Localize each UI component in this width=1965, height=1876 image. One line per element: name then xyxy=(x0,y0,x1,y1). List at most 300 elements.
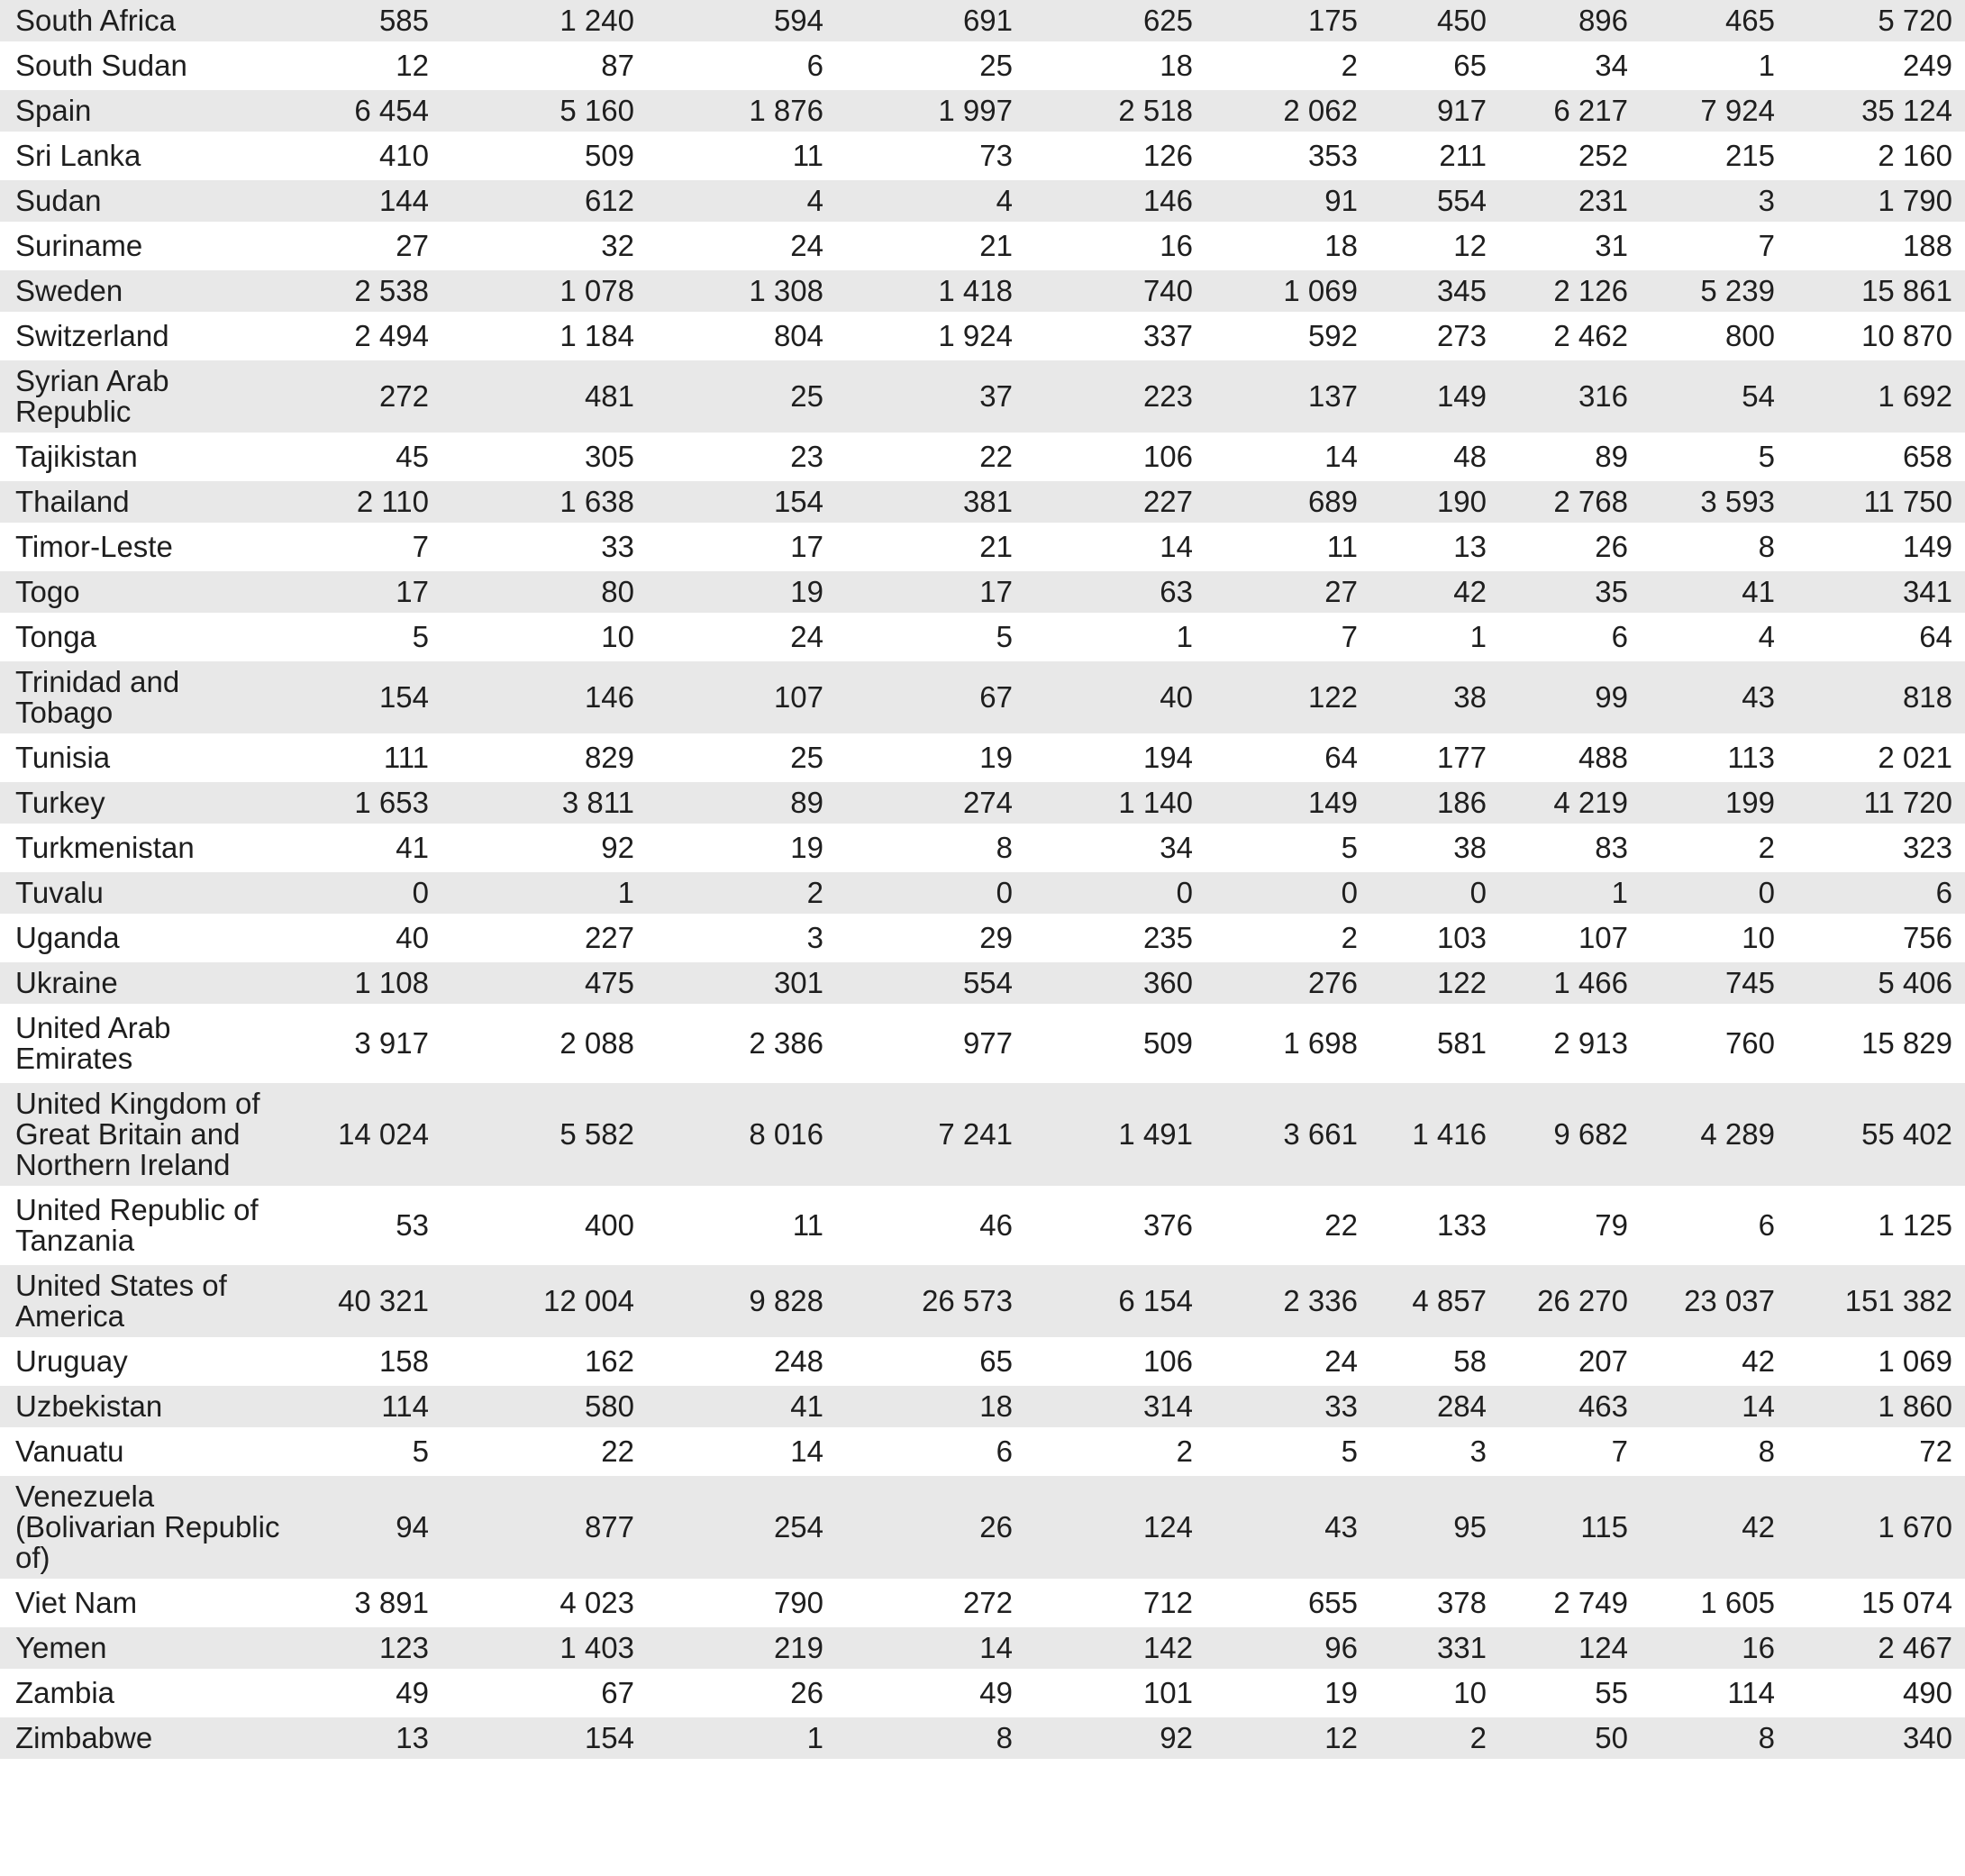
value-cell: 274 xyxy=(836,782,1025,824)
value-cell: 83 xyxy=(1595,831,1628,864)
value-cell: 400 xyxy=(584,1208,634,1242)
value-cell: 760 xyxy=(1724,1026,1775,1060)
value-cell: 38 xyxy=(1453,831,1487,864)
value-cell: 14 xyxy=(1641,1386,1788,1427)
value-cell: 146 xyxy=(441,661,647,733)
country-name-cell: Turkey xyxy=(0,782,288,824)
value-cell: 12 xyxy=(396,49,429,82)
value-cell: 625 xyxy=(1025,0,1205,41)
value-cell: 33 xyxy=(1205,1386,1370,1427)
country-name-cell: Tunisia xyxy=(15,741,111,774)
value-cell: 594 xyxy=(647,0,836,41)
table-row xyxy=(0,1431,1965,1472)
value-cell: 19 xyxy=(1324,1676,1358,1709)
value-cell: 38 xyxy=(1370,661,1499,733)
value-cell: 1 308 xyxy=(647,270,836,312)
value-cell: 8 016 xyxy=(647,1083,836,1186)
value-cell: 254 xyxy=(647,1476,836,1579)
value-cell: 50 xyxy=(1499,1717,1641,1759)
value-cell: 96 xyxy=(1205,1627,1370,1669)
country-name-cell: Uruguay xyxy=(15,1344,128,1378)
total-value-cell: 6 xyxy=(1788,872,1965,914)
value-cell: 7 241 xyxy=(836,1083,1025,1186)
value-cell: 207 xyxy=(1578,1344,1628,1378)
value-cell: 7 xyxy=(1341,620,1358,653)
value-cell: 1 xyxy=(1499,872,1641,914)
value-cell: 3 593 xyxy=(1641,481,1788,523)
value-cell: 18 xyxy=(1160,49,1193,82)
value-cell: 235 xyxy=(1142,921,1193,954)
value-cell: 8 xyxy=(836,1717,1025,1759)
value-cell: 2 xyxy=(1176,1434,1193,1468)
total-value-cell: 249 xyxy=(1902,49,1952,82)
value-cell: 14 024 xyxy=(288,1083,441,1186)
value-cell: 12 xyxy=(1453,229,1487,262)
value-cell: 32 xyxy=(601,229,634,262)
value-cell: 554 xyxy=(1370,180,1499,222)
value-cell: 5 239 xyxy=(1641,270,1788,312)
value-cell: 19 xyxy=(790,831,823,864)
table-row xyxy=(0,225,1965,267)
total-value-cell: 490 xyxy=(1902,1676,1952,1709)
country-name-cell: Tonga xyxy=(15,620,96,653)
value-cell: 2 110 xyxy=(288,481,441,523)
total-value-cell: 151 382 xyxy=(1788,1265,1965,1337)
value-cell: 1 416 xyxy=(1370,1083,1499,1186)
value-cell: 49 xyxy=(979,1676,1013,1709)
value-cell: 54 xyxy=(1641,360,1788,433)
value-cell: 92 xyxy=(601,831,634,864)
value-cell: 0 xyxy=(1205,872,1370,914)
table-row xyxy=(0,315,1965,357)
value-cell: 4 xyxy=(1758,620,1775,653)
value-cell: 2 xyxy=(1341,921,1358,954)
value-cell: 231 xyxy=(1499,180,1641,222)
value-cell: 12 xyxy=(1205,1717,1370,1759)
value-cell: 40 xyxy=(1025,661,1205,733)
value-cell: 877 xyxy=(441,1476,647,1579)
table-row xyxy=(0,1265,1965,1337)
value-cell: 144 xyxy=(288,180,441,222)
table-row xyxy=(0,1582,1965,1624)
value-cell: 49 xyxy=(396,1676,429,1709)
value-cell: 7 xyxy=(412,530,429,563)
value-cell: 41 xyxy=(396,831,429,864)
country-name-cell: Spain xyxy=(0,90,288,132)
value-cell: 142 xyxy=(1025,1627,1205,1669)
value-cell: 2 462 xyxy=(1553,319,1628,352)
value-cell: 463 xyxy=(1499,1386,1641,1427)
value-cell: 87 xyxy=(601,49,634,82)
value-cell: 124 xyxy=(1499,1627,1641,1669)
value-cell: 5 xyxy=(1341,1434,1358,1468)
country-name-cell: Sweden xyxy=(0,270,288,312)
value-cell: 37 xyxy=(836,360,1025,433)
value-cell: 3 661 xyxy=(1205,1083,1370,1186)
country-name-cell: Ukraine xyxy=(0,962,288,1004)
value-cell: 9 682 xyxy=(1499,1083,1641,1186)
table-row xyxy=(0,526,1965,568)
value-cell: 11 xyxy=(1326,530,1358,563)
value-cell: 378 xyxy=(1436,1586,1487,1619)
total-value-cell: 55 402 xyxy=(1788,1083,1965,1186)
value-cell: 101 xyxy=(1142,1676,1193,1709)
value-cell: 89 xyxy=(647,782,836,824)
value-cell: 5 xyxy=(1341,831,1358,864)
value-cell: 24 xyxy=(1324,1344,1358,1378)
value-cell: 113 xyxy=(1727,741,1775,774)
value-cell: 23 037 xyxy=(1641,1265,1788,1337)
value-cell: 917 xyxy=(1370,90,1499,132)
value-cell: 712 xyxy=(1142,1586,1193,1619)
table-row xyxy=(0,782,1965,824)
value-cell: 31 xyxy=(1595,229,1628,262)
value-cell: 149 xyxy=(1205,782,1370,824)
value-cell: 331 xyxy=(1370,1627,1499,1669)
value-cell: 272 xyxy=(962,1586,1013,1619)
value-cell: 25 xyxy=(979,49,1013,82)
total-value-cell: 1 125 xyxy=(1878,1208,1952,1242)
value-cell: 80 xyxy=(441,571,647,613)
value-cell: 18 xyxy=(836,1386,1025,1427)
value-cell: 18 xyxy=(1324,229,1358,262)
total-value-cell: 1 670 xyxy=(1788,1476,1965,1579)
total-value-cell: 341 xyxy=(1788,571,1965,613)
value-cell: 6 xyxy=(1611,620,1628,653)
value-cell: 123 xyxy=(288,1627,441,1669)
value-cell: 89 xyxy=(1595,440,1628,473)
value-cell: 284 xyxy=(1370,1386,1499,1427)
total-value-cell: 5 720 xyxy=(1788,0,1965,41)
country-name-cell: Uzbekistan xyxy=(0,1386,288,1427)
value-cell: 745 xyxy=(1641,962,1788,1004)
value-cell: 305 xyxy=(584,440,634,473)
value-cell: 27 xyxy=(396,229,429,262)
value-cell: 158 xyxy=(378,1344,429,1378)
value-cell: 67 xyxy=(836,661,1025,733)
value-cell: 23 xyxy=(790,440,823,473)
value-cell: 829 xyxy=(584,741,634,774)
table-row xyxy=(0,872,1965,914)
value-cell: 106 xyxy=(1142,440,1193,473)
country-name-cell: Viet Nam xyxy=(15,1586,138,1619)
value-cell: 65 xyxy=(979,1344,1013,1378)
value-cell: 186 xyxy=(1370,782,1499,824)
country-name-cell: United Kingdom of Great Britain and Northern Ireland xyxy=(0,1083,288,1186)
total-value-cell: 72 xyxy=(1919,1434,1952,1468)
value-cell: 12 004 xyxy=(441,1265,647,1337)
value-cell: 154 xyxy=(288,661,441,733)
country-name-cell: Tajikistan xyxy=(15,440,138,473)
table-row xyxy=(0,661,1965,733)
value-cell: 95 xyxy=(1370,1476,1499,1579)
value-cell: 790 xyxy=(773,1586,823,1619)
value-cell: 124 xyxy=(1025,1476,1205,1579)
value-cell: 248 xyxy=(773,1344,823,1378)
value-cell: 509 xyxy=(584,139,634,172)
value-cell: 450 xyxy=(1370,0,1499,41)
table-row xyxy=(0,962,1965,1004)
value-cell: 488 xyxy=(1578,741,1628,774)
total-value-cell: 658 xyxy=(1902,440,1952,473)
value-cell: 5 xyxy=(412,620,429,653)
value-cell: 111 xyxy=(383,741,429,774)
country-name-cell: United Republic of Tanzania xyxy=(15,1193,259,1257)
value-cell: 1 403 xyxy=(441,1627,647,1669)
value-cell: 114 xyxy=(1727,1676,1775,1709)
table-row xyxy=(0,1476,1965,1579)
value-cell: 585 xyxy=(288,0,441,41)
value-cell: 65 xyxy=(1453,49,1487,82)
total-value-cell: 1 069 xyxy=(1878,1344,1952,1378)
value-cell: 2 126 xyxy=(1499,270,1641,312)
value-cell: 272 xyxy=(288,360,441,433)
total-value-cell: 10 870 xyxy=(1861,319,1952,352)
table-row xyxy=(0,180,1965,222)
total-value-cell: 2 021 xyxy=(1878,741,1952,774)
country-name-cell: Yemen xyxy=(0,1627,288,1669)
value-cell: 481 xyxy=(441,360,647,433)
value-cell: 7 xyxy=(1758,229,1775,262)
value-cell: 1 078 xyxy=(441,270,647,312)
country-name-cell: Thailand xyxy=(0,481,288,523)
value-cell: 6 454 xyxy=(288,90,441,132)
value-cell: 1 xyxy=(441,872,647,914)
value-cell: 8 xyxy=(1758,530,1775,563)
value-cell: 1 140 xyxy=(1025,782,1205,824)
total-value-cell: 64 xyxy=(1919,620,1952,653)
value-cell: 581 xyxy=(1436,1026,1487,1060)
table-row xyxy=(0,481,1965,523)
value-cell: 7 xyxy=(1611,1434,1628,1468)
value-cell: 1 xyxy=(647,1717,836,1759)
value-cell: 1 466 xyxy=(1499,962,1641,1004)
value-cell: 10 xyxy=(601,620,634,653)
value-cell: 4 289 xyxy=(1641,1083,1788,1186)
value-cell: 2 xyxy=(1758,831,1775,864)
table-row xyxy=(0,1007,1965,1079)
value-cell: 2 913 xyxy=(1553,1026,1628,1060)
value-cell: 46 xyxy=(979,1208,1013,1242)
value-cell: 154 xyxy=(647,481,836,523)
value-cell: 34 xyxy=(1160,831,1193,864)
value-cell: 0 xyxy=(1370,872,1499,914)
value-cell: 13 xyxy=(1453,530,1487,563)
value-cell: 252 xyxy=(1578,139,1628,172)
country-name-cell: Togo xyxy=(0,571,288,613)
value-cell: 2 538 xyxy=(288,270,441,312)
value-cell: 6 xyxy=(996,1434,1013,1468)
value-cell: 1 xyxy=(1469,620,1487,653)
value-cell: 345 xyxy=(1370,270,1499,312)
value-cell: 2 xyxy=(647,872,836,914)
value-cell: 99 xyxy=(1499,661,1641,733)
table-row xyxy=(0,1341,1965,1382)
value-cell: 3 811 xyxy=(441,782,647,824)
value-cell: 1 069 xyxy=(1205,270,1370,312)
total-value-cell: 756 xyxy=(1902,921,1952,954)
value-cell: 1 876 xyxy=(647,90,836,132)
value-cell: 22 xyxy=(601,1434,634,1468)
value-cell: 376 xyxy=(1142,1208,1193,1242)
value-cell: 26 270 xyxy=(1499,1265,1641,1337)
value-cell: 554 xyxy=(836,962,1025,1004)
value-cell: 227 xyxy=(584,921,634,954)
value-cell: 21 xyxy=(979,229,1013,262)
total-value-cell: 5 406 xyxy=(1788,962,1965,1004)
total-value-cell: 15 861 xyxy=(1788,270,1965,312)
value-cell: 42 xyxy=(1742,1344,1775,1378)
value-cell: 4 857 xyxy=(1370,1265,1499,1337)
table-row xyxy=(0,1672,1965,1714)
table-row xyxy=(0,1189,1965,1261)
value-cell: 475 xyxy=(441,962,647,1004)
total-value-cell: 188 xyxy=(1902,229,1952,262)
value-cell: 2 494 xyxy=(354,319,429,352)
table-row xyxy=(0,90,1965,132)
value-cell: 1 638 xyxy=(441,481,647,523)
value-cell: 40 xyxy=(396,921,429,954)
value-cell: 977 xyxy=(962,1026,1013,1060)
value-cell: 1 184 xyxy=(559,319,634,352)
value-cell: 337 xyxy=(1142,319,1193,352)
value-cell: 162 xyxy=(584,1344,634,1378)
value-cell: 4 xyxy=(647,180,836,222)
value-cell: 2 768 xyxy=(1499,481,1641,523)
table-row xyxy=(0,616,1965,658)
value-cell: 14 xyxy=(1324,440,1358,473)
value-cell: 1 491 xyxy=(1025,1083,1205,1186)
value-cell: 122 xyxy=(1205,661,1370,733)
value-cell: 6 217 xyxy=(1499,90,1641,132)
value-cell: 14 xyxy=(790,1434,823,1468)
value-cell: 509 xyxy=(1142,1026,1193,1060)
value-cell: 655 xyxy=(1307,1586,1358,1619)
value-cell: 42 xyxy=(1370,571,1499,613)
value-cell: 1 108 xyxy=(288,962,441,1004)
value-cell: 3 917 xyxy=(354,1026,429,1060)
country-name-cell: Zambia xyxy=(15,1676,115,1709)
value-cell: 1 xyxy=(1758,49,1775,82)
value-cell: 740 xyxy=(1025,270,1205,312)
total-value-cell: 818 xyxy=(1788,661,1965,733)
value-cell: 689 xyxy=(1205,481,1370,523)
value-cell: 1 653 xyxy=(288,782,441,824)
value-cell: 29 xyxy=(979,921,1013,954)
value-cell: 22 xyxy=(979,440,1013,473)
value-cell: 9 828 xyxy=(647,1265,836,1337)
value-cell: 19 xyxy=(647,571,836,613)
value-cell: 199 xyxy=(1641,782,1788,824)
value-cell: 2 386 xyxy=(749,1026,823,1060)
value-cell: 215 xyxy=(1724,139,1775,172)
value-cell: 11 xyxy=(792,1208,823,1242)
value-cell: 115 xyxy=(1499,1476,1641,1579)
value-cell: 360 xyxy=(1025,962,1205,1004)
value-cell: 24 xyxy=(790,229,823,262)
value-cell: 219 xyxy=(647,1627,836,1669)
value-cell: 16 xyxy=(1641,1627,1788,1669)
country-name-cell: Uganda xyxy=(15,921,120,954)
total-value-cell: 340 xyxy=(1788,1717,1965,1759)
country-name-cell: Venezuela (Bolivarian Republic of) xyxy=(0,1476,288,1579)
table-row xyxy=(0,917,1965,959)
value-cell: 17 xyxy=(790,530,823,563)
value-cell: 0 xyxy=(1025,872,1205,914)
value-cell: 79 xyxy=(1595,1208,1628,1242)
value-cell: 149 xyxy=(1370,360,1499,433)
value-cell: 41 xyxy=(1641,571,1788,613)
value-cell: 2 xyxy=(1370,1717,1499,1759)
country-name-cell: South Africa xyxy=(0,0,288,41)
total-value-cell: 11 750 xyxy=(1788,481,1965,523)
country-name-cell: Switzerland xyxy=(15,319,169,352)
value-cell: 4 xyxy=(836,180,1025,222)
value-cell: 7 924 xyxy=(1641,90,1788,132)
value-cell: 114 xyxy=(288,1386,441,1427)
value-cell: 67 xyxy=(601,1676,634,1709)
total-value-cell: 11 720 xyxy=(1788,782,1965,824)
table-row xyxy=(0,1717,1965,1759)
value-cell: 103 xyxy=(1436,921,1487,954)
value-cell: 227 xyxy=(1025,481,1205,523)
value-cell: 41 xyxy=(647,1386,836,1427)
country-name-cell: Trinidad and Tobago xyxy=(0,661,288,733)
value-cell: 190 xyxy=(1370,481,1499,523)
value-cell: 43 xyxy=(1641,661,1788,733)
value-cell: 53 xyxy=(396,1208,429,1242)
value-cell: 6 xyxy=(806,49,823,82)
value-cell: 26 xyxy=(1595,530,1628,563)
country-name-cell: Vanuatu xyxy=(15,1434,124,1468)
table-row xyxy=(0,270,1965,312)
total-value-cell: 1 790 xyxy=(1788,180,1965,222)
value-cell: 26 573 xyxy=(836,1265,1025,1337)
value-cell: 154 xyxy=(441,1717,647,1759)
value-cell: 1 698 xyxy=(1283,1026,1358,1060)
value-cell: 381 xyxy=(836,481,1025,523)
table-row xyxy=(0,135,1965,177)
total-value-cell: 323 xyxy=(1902,831,1952,864)
value-cell: 1 997 xyxy=(836,90,1025,132)
value-cell: 0 xyxy=(836,872,1025,914)
value-cell: 2 749 xyxy=(1553,1586,1628,1619)
value-cell: 16 xyxy=(1160,229,1193,262)
value-cell: 691 xyxy=(836,0,1025,41)
value-cell: 42 xyxy=(1641,1476,1788,1579)
value-cell: 40 321 xyxy=(288,1265,441,1337)
country-name-cell: Sudan xyxy=(0,180,288,222)
value-cell: 55 xyxy=(1595,1676,1628,1709)
country-name-cell: Timor-Leste xyxy=(15,530,173,563)
value-cell: 106 xyxy=(1142,1344,1193,1378)
value-cell: 0 xyxy=(288,872,441,914)
value-cell: 194 xyxy=(1142,741,1193,774)
table-row xyxy=(0,737,1965,779)
value-cell: 5 160 xyxy=(441,90,647,132)
table-row xyxy=(0,45,1965,87)
value-cell: 19 xyxy=(979,741,1013,774)
value-cell: 314 xyxy=(1025,1386,1205,1427)
value-cell: 2 336 xyxy=(1205,1265,1370,1337)
value-cell: 800 xyxy=(1724,319,1775,352)
country-name-cell: Turkmenistan xyxy=(15,831,195,864)
country-name-cell: South Sudan xyxy=(15,49,187,82)
value-cell: 22 xyxy=(1324,1208,1358,1242)
total-value-cell: 35 124 xyxy=(1788,90,1965,132)
total-value-cell: 2 160 xyxy=(1878,139,1952,172)
value-cell: 175 xyxy=(1205,0,1370,41)
